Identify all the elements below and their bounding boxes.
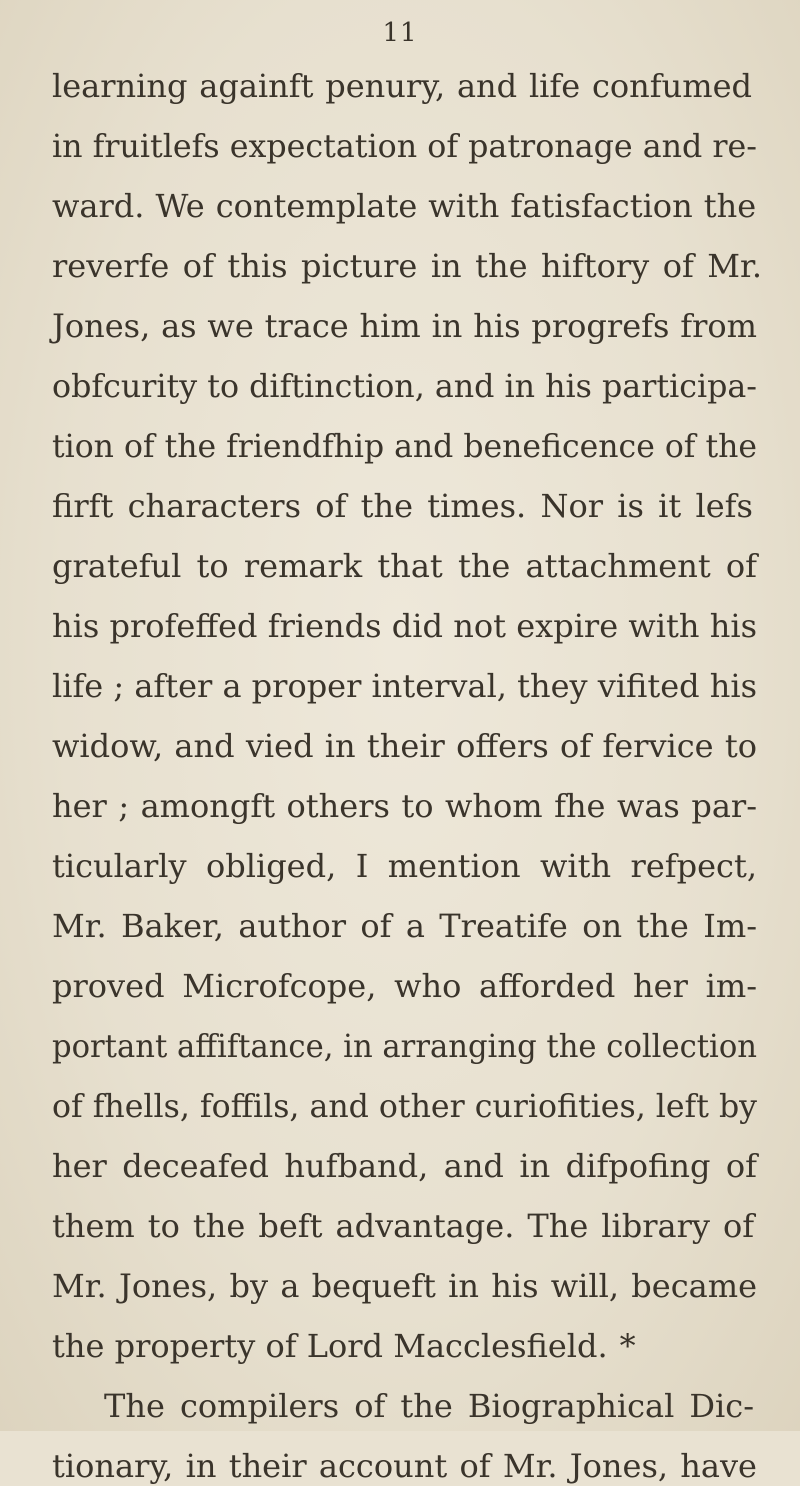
text-line-19: her deceafed hufband, and in difpofing of [52,1147,757,1185]
text-line-15: Mr. Baker, author of a Treatife on the Im- [52,907,757,945]
footnote-mark: * [619,1327,636,1365]
text-line-2: in fruitlefs expectation of patronage and re- [52,127,757,165]
text-line-24: tionary, in their account of Mr. Jones, have [52,1447,757,1485]
page-number: 11 [382,18,418,48]
text-line-10: his profeffed friends did not expire with his [52,607,757,645]
text-line-17: portant affiftance, in arranging the collection [52,1027,757,1065]
text-line-21: Mr. Jones, by a bequeft in his will, became [52,1267,757,1305]
text-line-4: reverfe of this picture in the hiftory of Mr. [52,247,762,285]
text-line-20: them to the beft advantage. The library of [52,1207,755,1245]
text-line-22-content: the property of Lord Macclesfield. [52,1327,608,1365]
text-line-13: her ; amongft others to whom fhe was par- [52,787,757,825]
text-line-18: of fhells, foffils, and other curiofities, left by [52,1087,757,1125]
text-line-7: tion of the friendfhip and beneficence of the [52,427,757,465]
text-line-23: The compilers of the Biographical Dic- [104,1387,754,1425]
text-line-6: obfcurity to diftinction, and in his participa- [52,367,757,405]
text-line-14: ticularly obliged, I mention with refpect, [52,847,757,885]
text-line-12: widow, and vied in their offers of fervice to [52,727,757,765]
text-line-8: firft characters of the times. Nor is it lefs [52,487,753,525]
text-line-9: grateful to remark that the attachment of [52,547,757,585]
text-line-5: Jones, as we trace him in his progrefs from [52,307,757,345]
text-line-3: ward. We contemplate with fatisfaction the [52,187,757,225]
text-line-1: learning againft penury, and life confumed [52,67,752,105]
text-line-11: life ; after a proper interval, they vifited his [52,667,757,705]
text-line-22 [52,1326,636,1366]
text-line-16: proved Microfcope, who afforded her im- [52,967,757,1005]
